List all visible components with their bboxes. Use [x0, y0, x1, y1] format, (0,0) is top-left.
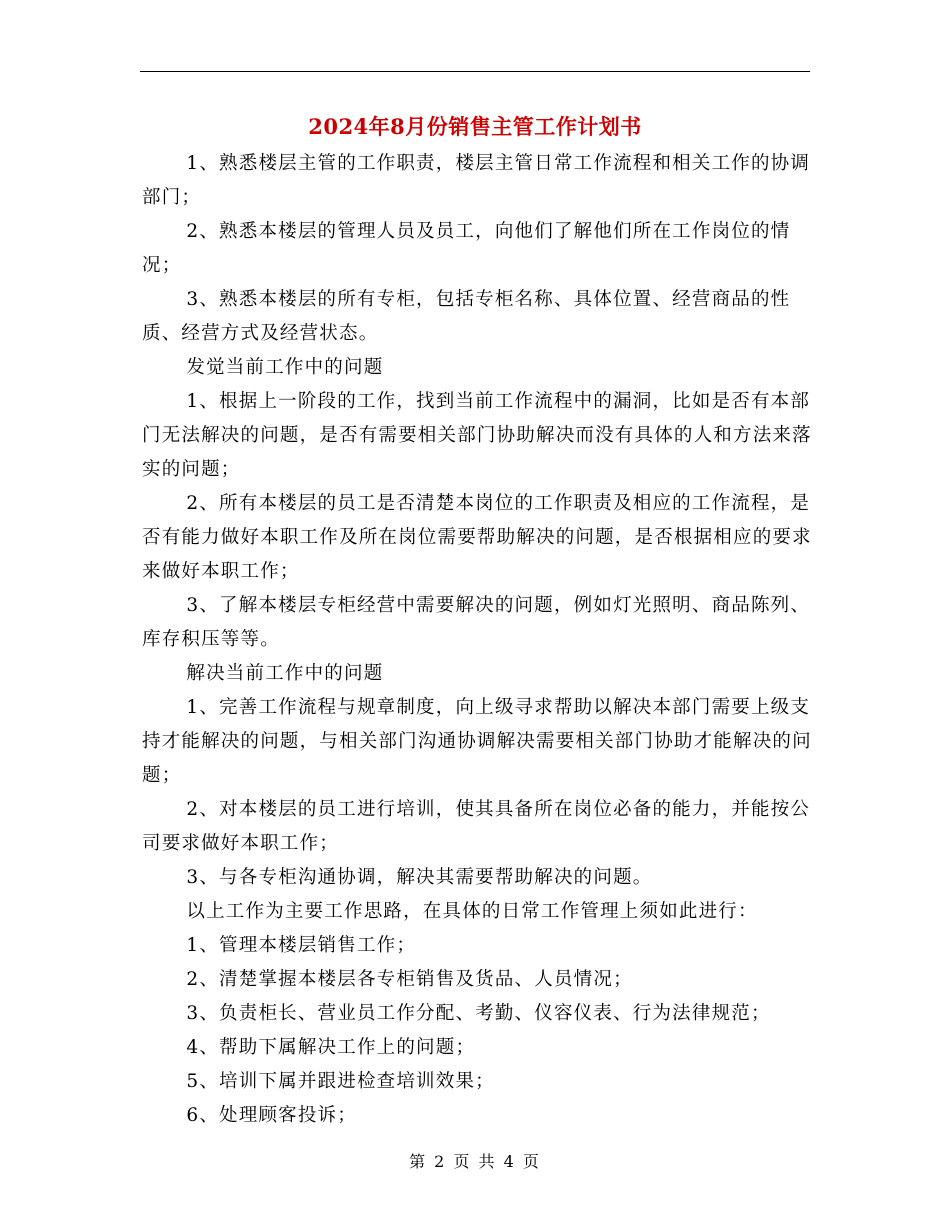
paragraph: 3、熟悉本楼层的所有专柜，包括专柜名称、具体位置、经营商品的性质、经营方式及经营状态。 [142, 289, 791, 344]
header-rule [140, 71, 810, 72]
paragraph: 2、熟悉本楼层的管理人员及员工，向他们了解他们所在工作岗位的情况； [142, 221, 791, 276]
section-heading: 解决当前工作中的问题 [186, 663, 384, 684]
document-title: 2024年8月份销售主管工作计划书 [308, 114, 642, 139]
list-item: 1、管理本楼层销售工作； [186, 935, 417, 956]
paragraph: 以上工作为主要工作思路，在具体的日常工作管理上须如此进行： [186, 901, 758, 922]
list-item: 5、培训下属并跟进检查培训效果； [186, 1071, 495, 1092]
list-item: 6、处理顾客投诉； [186, 1105, 357, 1126]
document-body [142, 147, 814, 1133]
list-item: 2、清楚掌握本楼层各专柜销售及货品、人员情况； [186, 969, 633, 990]
list-item: 4、帮助下属解决工作上的问题； [186, 1037, 476, 1058]
paragraph: 2、对本楼层的员工进行培训，使其具备所在岗位必备的能力，并能按公司要求做好本职工作； [142, 799, 811, 854]
list-item: 3、负责柜长、营业员工作分配、考勤、仪容仪表、行为法律规范； [186, 1003, 771, 1024]
paragraph: 1、根据上一阶段的工作，找到当前工作流程中的漏洞，比如是否有本部门无法解决的问题，是否有需要相关部门协助解决而没有具体的人和方法来落实的问题； [142, 391, 812, 480]
paragraph: 1、完善工作流程与规章制度，向上级寻求帮助以解决本部门需要上级支持才能解决的问题，与相关部门沟通协调解决需要相关部门协助才能解决的问题； [142, 697, 812, 786]
section-heading: 发觉当前工作中的问题 [186, 357, 384, 378]
page-number-footer: 第 2 页 共 4 页 [409, 1152, 541, 1171]
paragraph: 3、了解本楼层专柜经营中需要解决的问题，例如灯光照明、商品陈列、库存积压等等。 [142, 595, 811, 650]
paragraph: 2、所有本楼层的员工是否清楚本岗位的工作职责及相应的工作流程，是否有能力做好本职工作及所在岗位需要帮助解决的问题，是否根据相应的要求来做好本职工作； [142, 493, 812, 582]
paragraph: 1、熟悉楼层主管的工作职责，楼层主管日常工作流程和相关工作的协调部门； [142, 153, 811, 208]
paragraph: 3、与各专柜沟通协调，解决其需要帮助解决的问题。 [186, 867, 653, 888]
